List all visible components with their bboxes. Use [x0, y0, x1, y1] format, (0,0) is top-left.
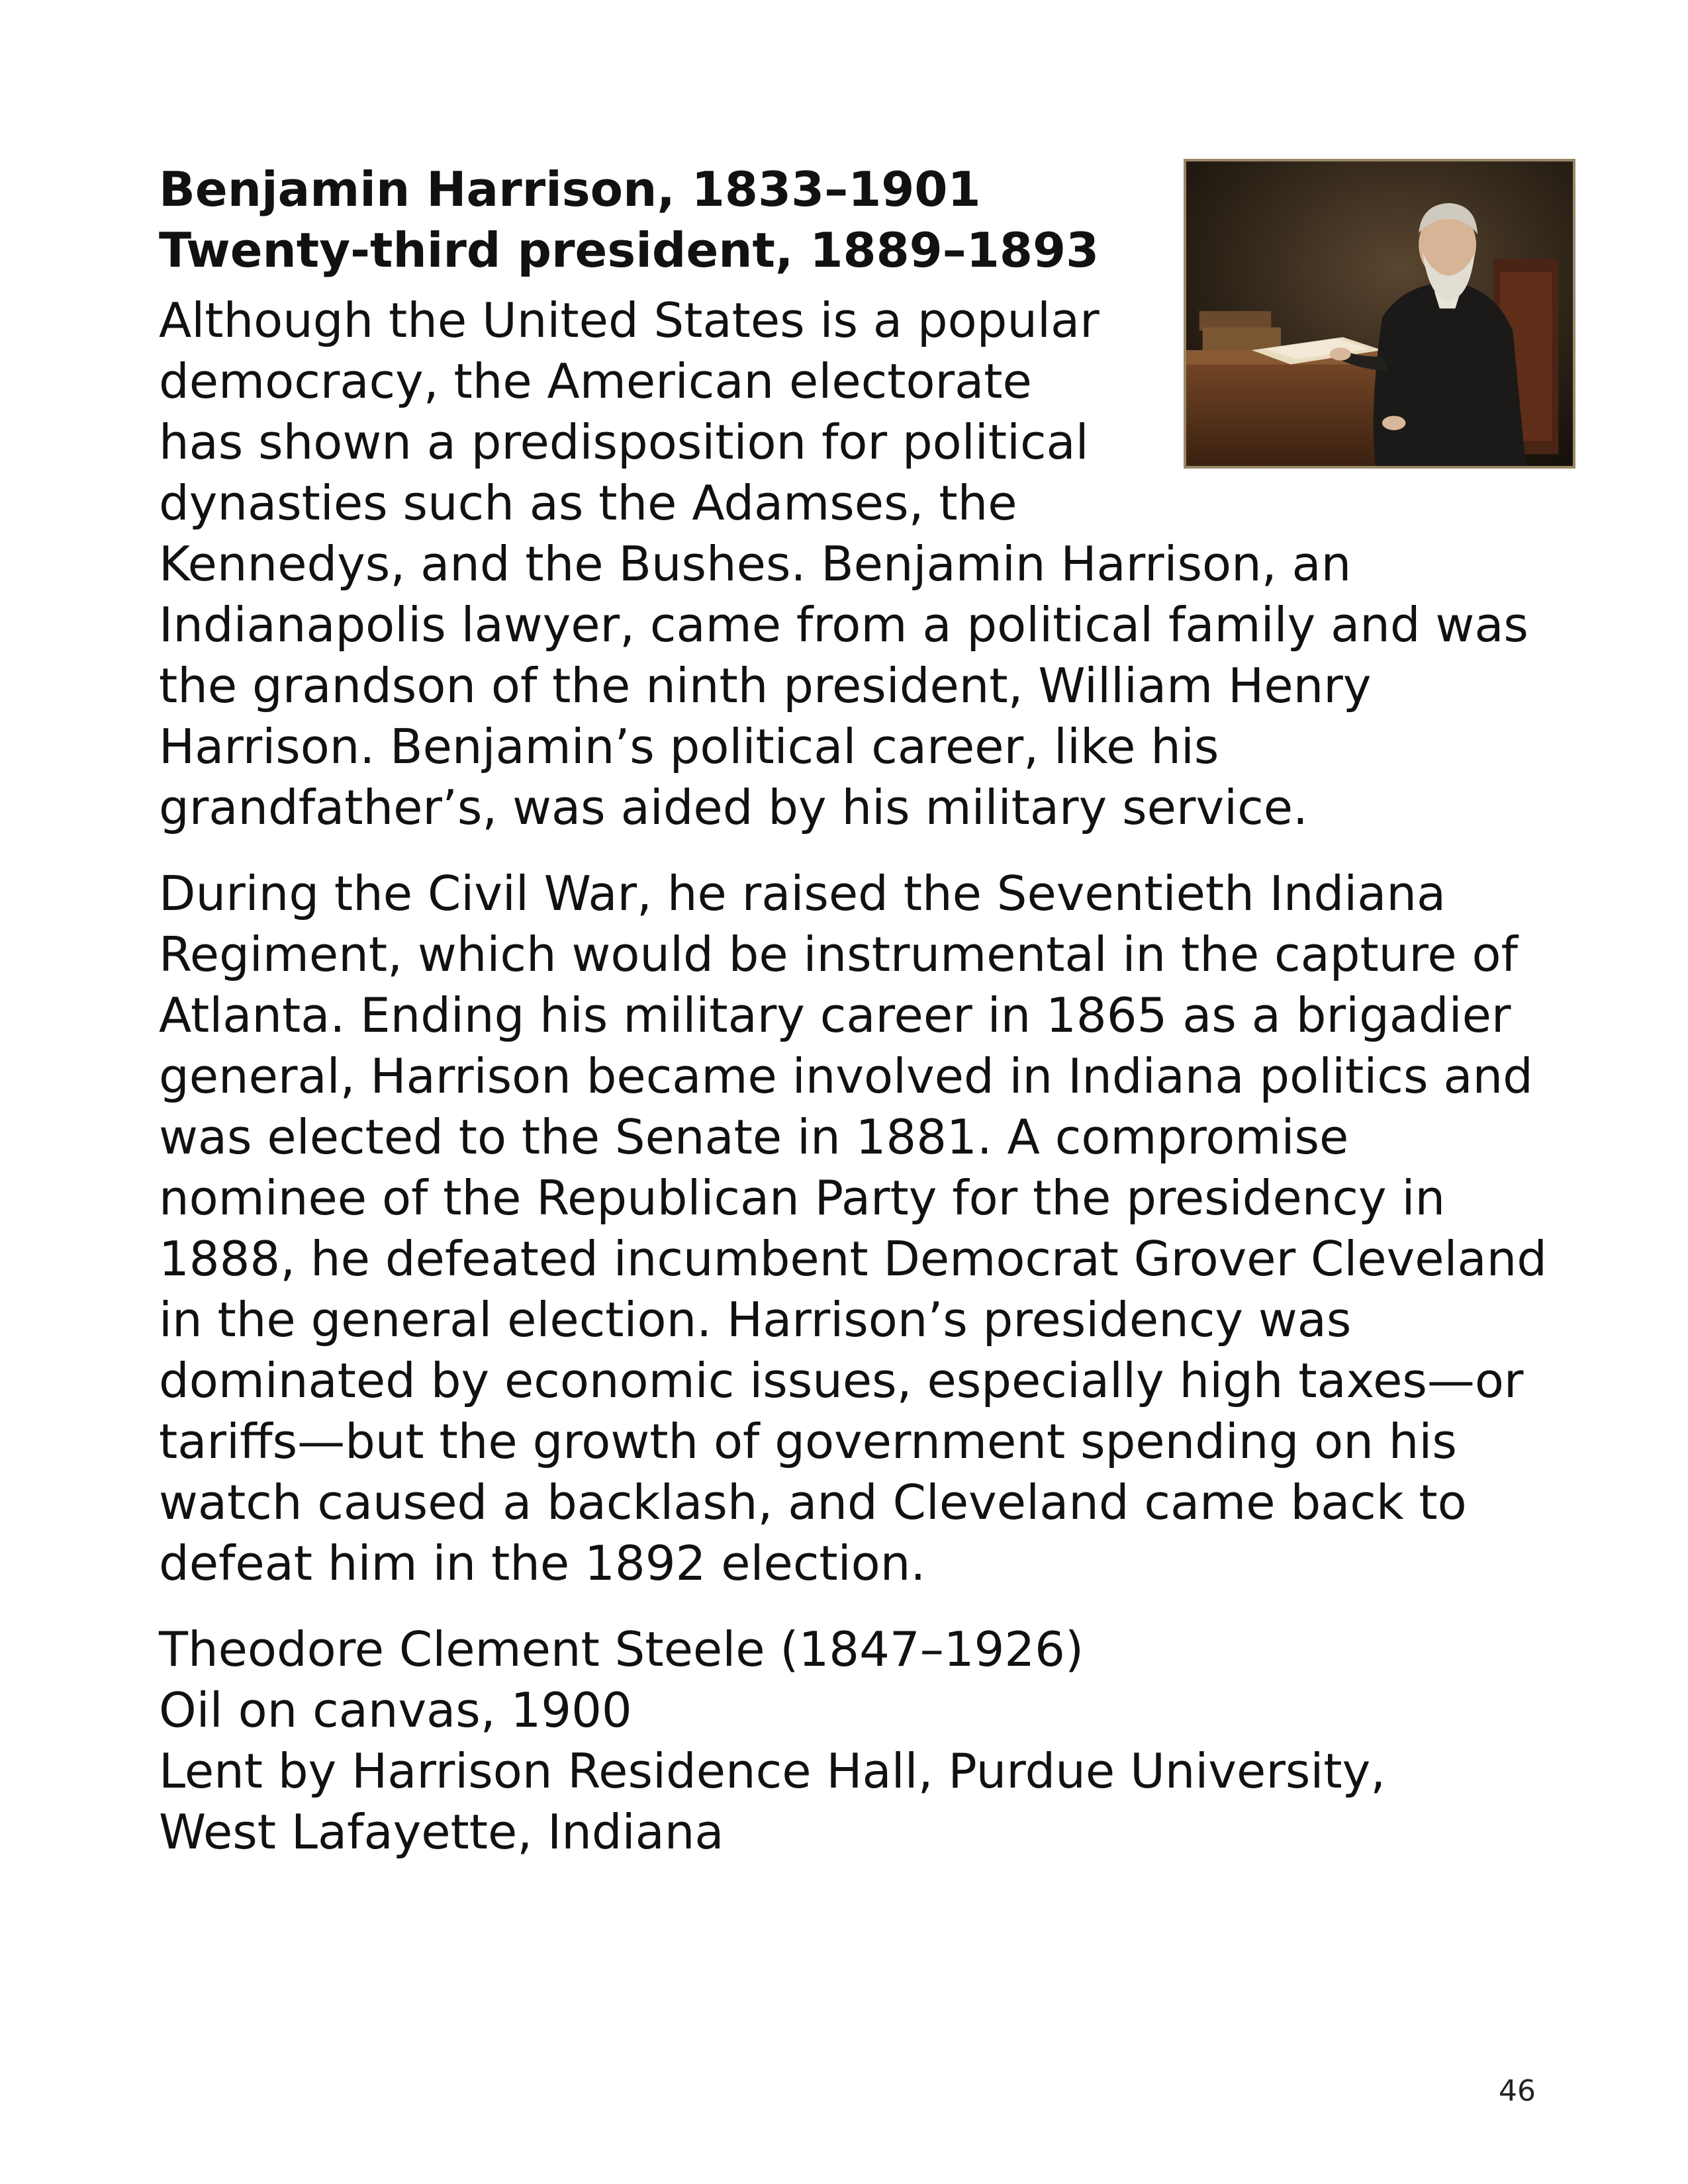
portrait-painting-icon: [1186, 161, 1573, 466]
credit-lender-line1: Lent by Harrison Residence Hall, Purdue University,: [159, 1743, 1386, 1799]
paragraph-intro: Although the United States is a popular democracy, the American electorate has shown a predisposition for political dynasties such as the Adamses, the Kennedys, and the Bushes. Benjamin Harrison, an Indianapolis lawyer, came from a political family and was the grandson of the ninth president, William Henry Harrison. Benjamin’s political career, like his grandfather’s, was aided by his military service.: [159, 293, 1528, 835]
portrait-image: [1184, 159, 1575, 469]
credit-artist: Theodore Clement Steele (1847–1926): [159, 1621, 1084, 1677]
heading-name-dates: Benjamin Harrison, 1833–1901: [159, 161, 981, 217]
paragraph-career: During the Civil War, he raised the Seventieth Indiana Regiment, which would be instrumental in the capture of Atlanta. Ending his military career in 1865 as a brigadier general, Harrison became involved in Indiana politics and was elected to the Senate in 1881. A compromise nominee of the Republican Party for the presidency in 1888, he defeated incumbent Democrat Grover Cleveland in the general election. Harrison’s presidency was dominated by economic issues, especially high taxes—or tariffs—but the growth of government spending on his watch caused a backlash, and Cleveland came back to defeat him in the 1892 election.: [159, 866, 1547, 1591]
credit-medium: Oil on canvas, 1900: [159, 1682, 632, 1738]
heading-presidency: Twenty-third president, 1889–1893: [159, 222, 1100, 278]
document-page: [159, 159, 1549, 1862]
credit-lender-line2: West Lafayette, Indiana: [159, 1804, 724, 1860]
artwork-credit: [159, 1619, 1549, 1862]
page-number: 46: [1499, 2074, 1536, 2108]
